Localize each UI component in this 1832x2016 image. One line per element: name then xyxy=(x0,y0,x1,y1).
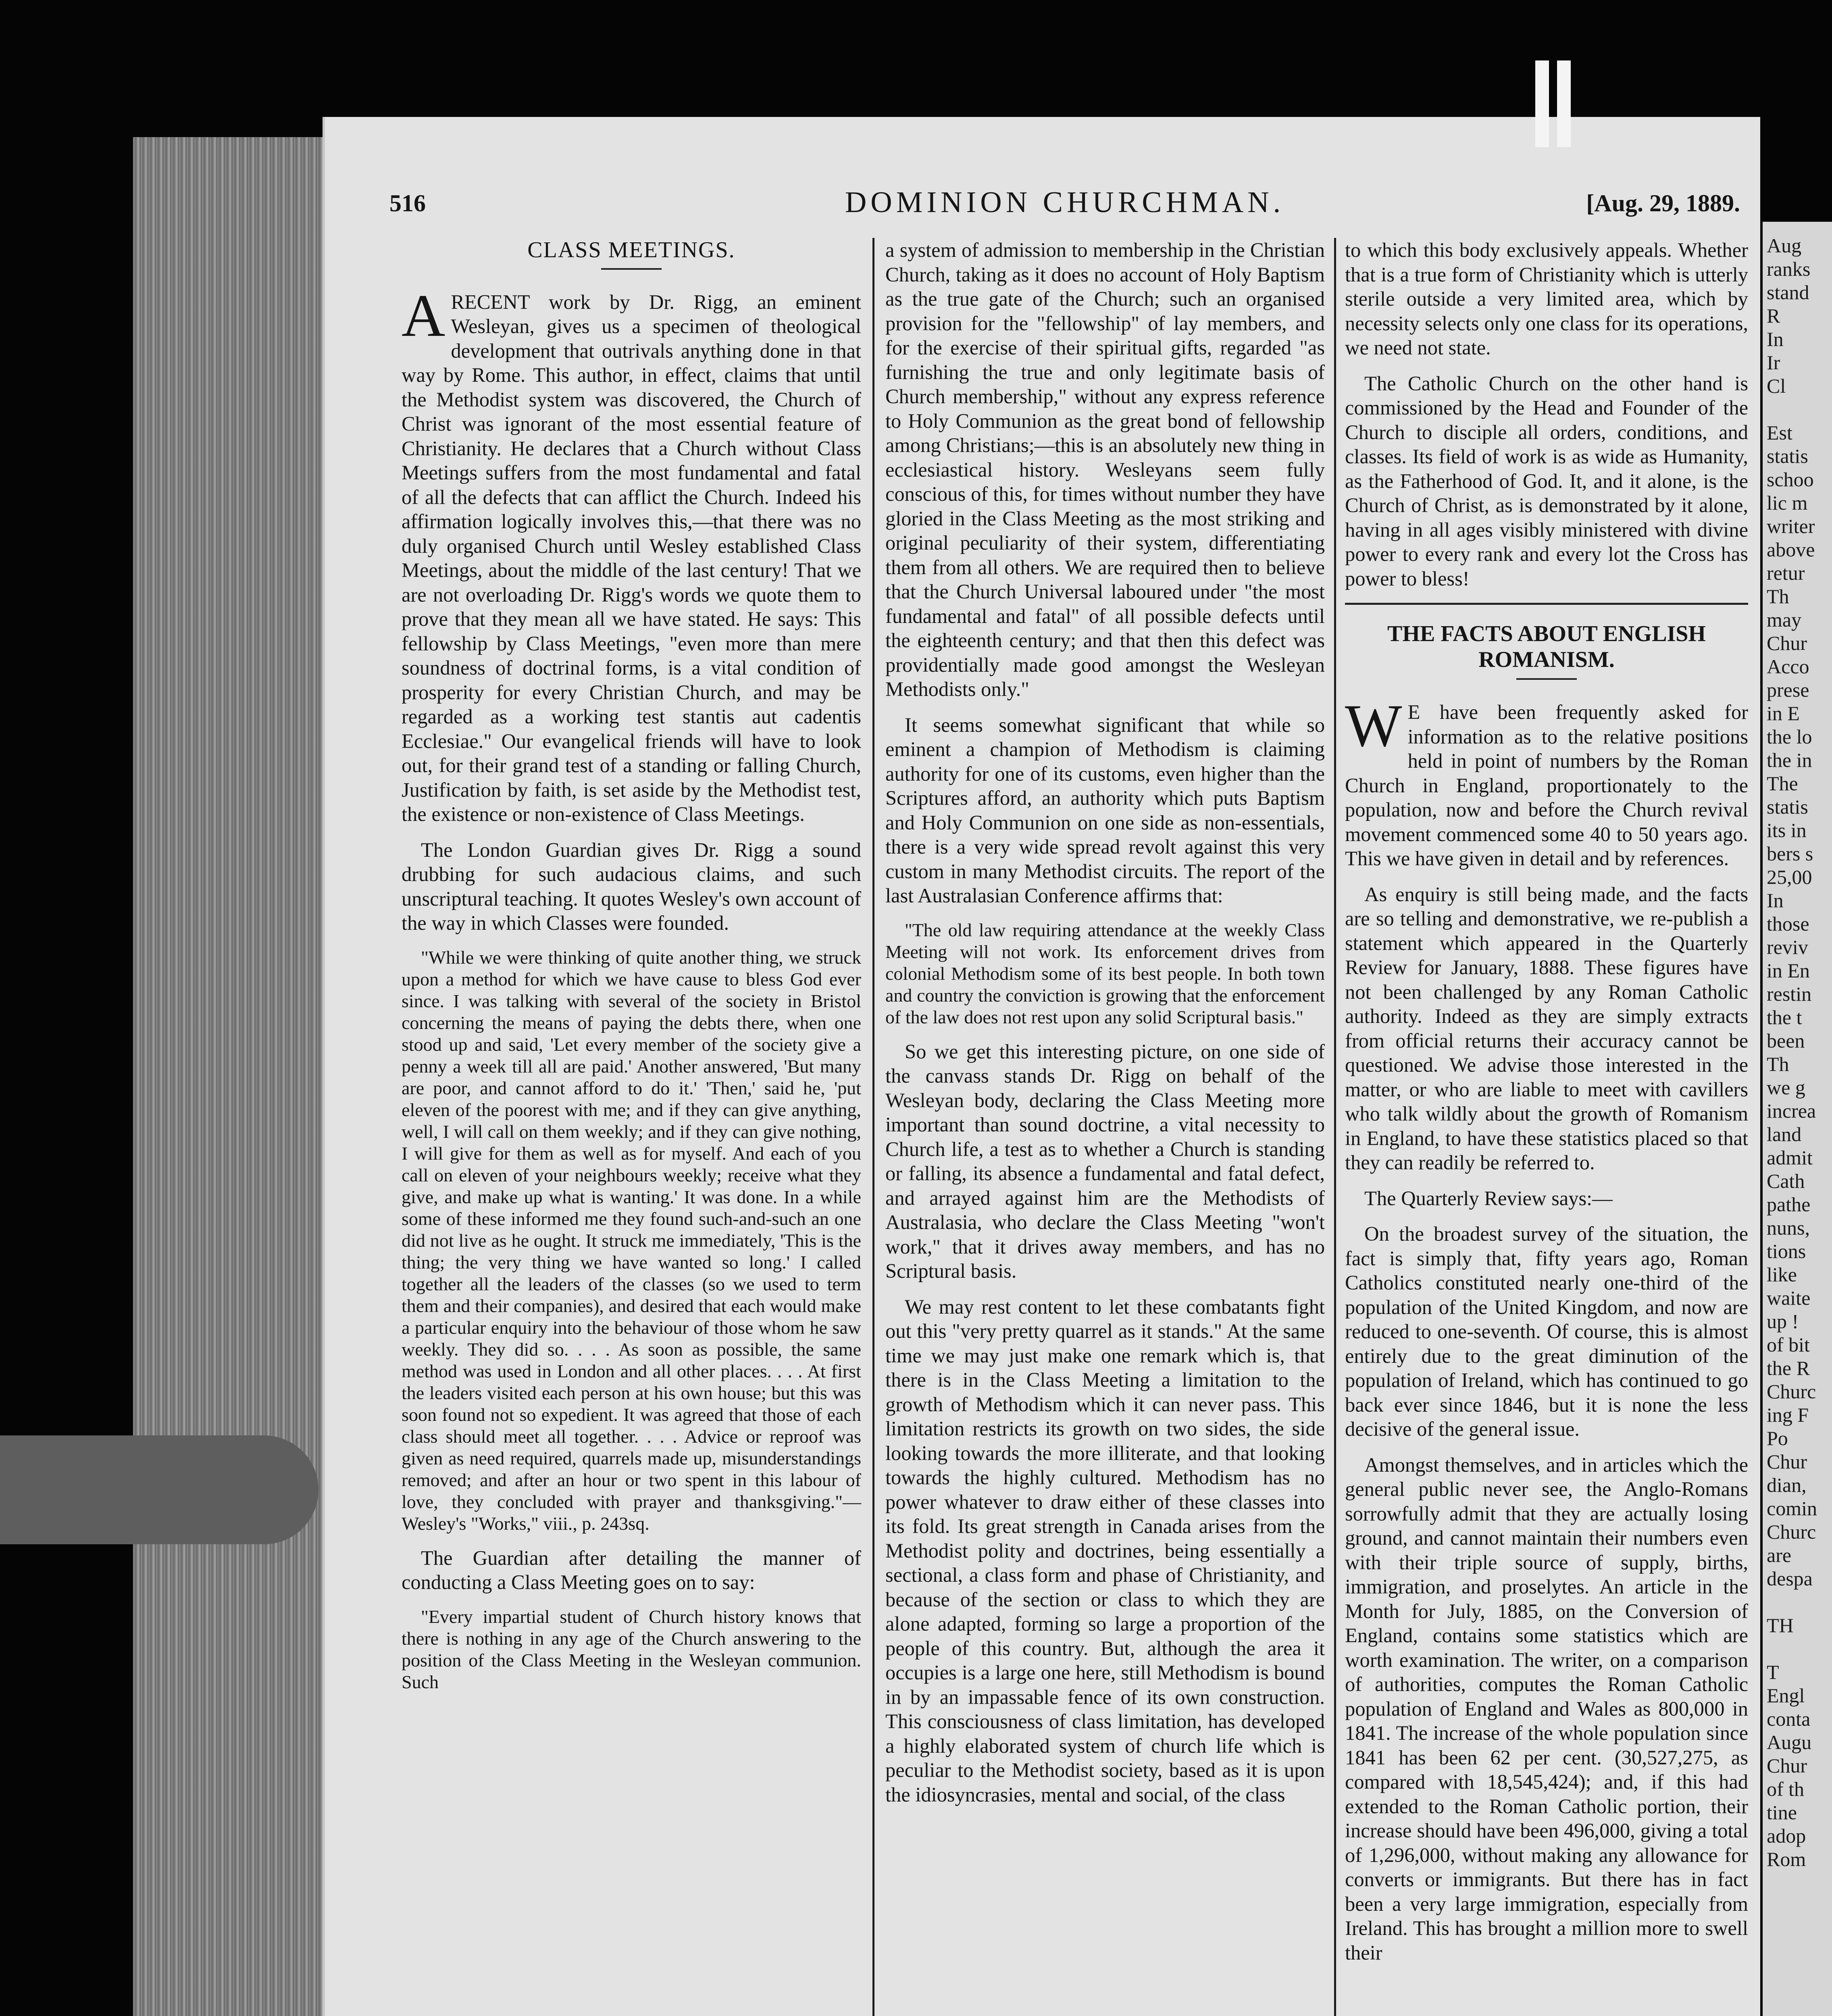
facing-page-fragment: Ir xyxy=(1767,351,1780,374)
title-rule xyxy=(1516,678,1577,680)
column-2 xyxy=(885,238,1325,1818)
article-paragraph: It seems somewhat significant that while so eminent a champion of Methodism is claiming authority for one of its customs, even higher than the Scriptures afford, an authority which puts Baptism and Holy Communion on one side as non-essentials, there is a very wide spread revolt against this very custom in many Methodist circuits. The report of the last Australasian Conference affirms that: xyxy=(885,713,1325,907)
facing-page-fragment: may xyxy=(1767,608,1802,631)
facing-page-fragment: Chur xyxy=(1767,1754,1807,1777)
article-paragraph xyxy=(402,282,861,827)
facing-page-fragment: Cath xyxy=(1767,1170,1805,1192)
facing-page-fragment: are xyxy=(1767,1544,1792,1566)
facing-page-fragment: the t xyxy=(1767,1006,1802,1029)
title-rule xyxy=(601,268,662,270)
column-rule xyxy=(1334,238,1336,2016)
article-paragraph: The Quarterly Review says:— xyxy=(1364,1187,1613,1210)
facing-page-fragment: tine xyxy=(1767,1801,1797,1824)
block-quote-continued: a system of admission to membership in the Christian Church, taking as it does no account of Holy Baptism as the true gate of the Church; such an organised provision for the "fellowship" of lay members, and for the exercise of their spiritual gifts, regarded "as furnishing the true and only legitimate basis of Church membership," without any express reference to Holy Communion as the great bond of fellowship among Christians;—this is an absolutely new thing in ecclesiastical history. Wesleyans seem fully conscious of this, for times without number they have gloried in the Class Meeting as the most striking and original peculiarity of their system, differentiating them from all others. We are required then to believe that the Church Universal laboured under "the most fundamental and fatal" of all possible defects until the eighteenth century; and that then this defect was providentially made good amongst the Wesleyan Methodists only." xyxy=(885,239,1325,700)
facing-page-fragment xyxy=(1763,398,1832,421)
facing-page-fragment: waite xyxy=(1767,1287,1811,1309)
facing-page-fragment: its in xyxy=(1767,819,1807,841)
page-header xyxy=(389,185,1740,226)
facing-page-fragment: above xyxy=(1767,538,1815,561)
facing-page-fragment: the R xyxy=(1767,1357,1810,1379)
facing-page-fragment: Rom xyxy=(1767,1848,1806,1870)
article-paragraph: Amongst themselves, and in articles which the general public never see, the Anglo-Romans sorrowfully admit that they are actually losing ground, and cannot maintain their numbers even with their triple source of supply, births, immigration, and proselytes. An article in the Month for July, 1885, on the Conversion of England, contains some statistics which are worth examination. The writer, on a comparison of authorities, computes the Roman Catholic population of England and Wales as 800,000 in 1841. The increase of the whole population since 1841 has been 62 per cent. (30,527,275, as compared with 18,545,424); and, if this had extended to the Roman Catholic portion, their increase should have been 496,000, giving a total of 1,296,000, without making any allowance for converts or immigrants. But there has in fact been a very large immigration, especially from Ireland. This has brought a million more to swell their xyxy=(1345,1453,1748,1964)
facing-page-fragment: tions xyxy=(1767,1240,1806,1262)
newspaper-page xyxy=(323,117,1760,2016)
column-3 xyxy=(1345,238,1748,1976)
facing-page-fragment: of bit xyxy=(1767,1333,1810,1356)
drop-cap: W xyxy=(1345,692,1402,759)
block-quote: "Every impartial student of Church history knows that there is nothing in any age of the Church answering to the position of the Class Meeting in the Wesleyan communion. Such xyxy=(402,1606,861,1692)
facing-page-fragment xyxy=(1763,1590,1832,1614)
column-rule xyxy=(872,238,874,2016)
article-paragraph: The Guardian after detailing the manner of conducting a Class Meeting goes on to say: xyxy=(402,1546,861,1593)
facing-page-fragment: in En xyxy=(1767,959,1810,982)
facing-page-fragment: retur xyxy=(1767,562,1805,584)
article-paragraph: On the broadest survey of the situation, the fact is simply that, fifty years ago, Roman Catholics constituted nearly one-third of the population of the United Kingdom, and now are reduced to one-seventh. Of course, this is almost entirely due to the great diminution of the population of Ireland, which has continued to go back ever since 1846, but it is none the less decisive of the general issue. xyxy=(1345,1223,1748,1440)
facing-page-fragment: the in xyxy=(1767,749,1812,771)
facing-page-fragment: R xyxy=(1767,304,1780,327)
facing-page-fragment: comin xyxy=(1767,1497,1817,1520)
facing-page-fragment: adop xyxy=(1767,1824,1806,1847)
facing-page-fragment: Cl xyxy=(1767,375,1786,397)
section-rule xyxy=(1345,603,1748,605)
facing-page-fragment: writer xyxy=(1767,515,1815,537)
block-quote: "The old law requiring attendance at the weekly Class Meeting will not work. Its enforcement drives from colonial Methodism some of its best people. In both town and country the conviction is growing that the enforcement of the law does not rest upon any solid Scriptural basis." xyxy=(885,919,1325,1027)
facing-page-fragment: In xyxy=(1767,328,1784,350)
facing-page-fragment: Chur xyxy=(1767,1450,1807,1473)
facing-page-fragment: Po xyxy=(1767,1427,1788,1450)
column-1 xyxy=(402,238,861,1704)
facing-page-fragment: in E xyxy=(1767,702,1800,725)
article-title-class-meetings: CLASS MEETINGS. xyxy=(527,237,735,262)
paragraph-text: RECENT work by Dr. Rigg, an eminent Wesleyan, gives us a specimen of theological development that outrivals anything done in that way by Rome. This author, in effect, claims that until the Methodist system was discovered, the Church of Christ was ignorant of the most essential feature of Christianity. He declares that a Church without Class Meetings suffers from the most fundamental and fatal of all the defects that can afflict the Church. Indeed his affirmation logically involves this,—that there was no duly organised Church until Wesley established Class Meetings, about the middle of the last century! That we are not overloading Dr. Rigg's words we quote them to prove that they mean all we have stated. He says: This fellowship by Class Meetings, "even more than mere soundness of doctrinal forms, is a vital condition of prosperity for every Christian Church, and may be regarded as a working test stantis aut cadentis Ecclesiae." Our evangelical friends will have to look out, for their grand test of a standing or falling Church, Justification by faith, is set aside by the Methodist test, the existence or non-existence of Class Meetings. xyxy=(402,290,861,825)
facing-page-fragment: T xyxy=(1767,1661,1779,1683)
facing-page-fragment: Churc xyxy=(1767,1380,1816,1403)
facing-page-fragment: Churc xyxy=(1767,1520,1816,1543)
article-paragraph-continued: to which this body exclusively appeals. Whether that is a true form of Christianity which is utterly sterile outside a very limited area, which by necessity selects only one class for its operations, we need not state. xyxy=(1345,239,1748,359)
facing-page-fragment: Engl xyxy=(1767,1684,1805,1707)
facing-page-fragment: prese xyxy=(1767,679,1809,701)
issue-date: [Aug. 29, 1889. xyxy=(1586,190,1740,217)
facing-page-fragment: up ! xyxy=(1767,1310,1799,1333)
facing-page-fragment: despa xyxy=(1767,1567,1813,1590)
facing-page-fragment: Acco xyxy=(1767,655,1809,678)
facing-page-fragment: been xyxy=(1767,1029,1805,1052)
facing-page-fragment: Th xyxy=(1767,585,1789,608)
thumb-shadow xyxy=(0,1435,319,1544)
facing-page-fragment: schoo xyxy=(1767,468,1814,491)
facing-page-fragment: Est xyxy=(1767,421,1792,444)
article-paragraph: The London Guardian gives Dr. Rigg a sound drubbing for such audacious claims, and such unscriptural teaching. It quotes Wesley's own account of the way in which Classes were founded. xyxy=(402,838,861,934)
facing-page-fragment: ranks xyxy=(1767,258,1811,280)
facing-page-fragment: lic m xyxy=(1767,492,1808,514)
facing-page-fragment: ing F xyxy=(1767,1404,1809,1426)
facing-page-fragment: restin xyxy=(1767,983,1812,1005)
facing-page-fragment: Th xyxy=(1767,1053,1789,1075)
facing-page-fragment: TH xyxy=(1767,1614,1794,1637)
facing-page-fragment xyxy=(1763,1637,1832,1660)
facing-page-fragment: bers s xyxy=(1767,842,1813,865)
facing-page-fragment: Chur xyxy=(1767,632,1807,654)
facing-page-fragment: reviv xyxy=(1767,936,1808,958)
facing-page-fragment: of th xyxy=(1767,1778,1805,1800)
article-paragraph: So we get this interesting picture, on one side of the canvass stands Dr. Rigg on behalf of the Wesleyan body, declaring the Class Meeting more important than sound doctrine, a vital necessity to Church life, a test as to whether a Church is standing or falling, its absence a fundamental and fatal defect, and arrayed against him are the Methodists of Australasia, who declare the Class Meeting "won't work," that it drives away members, and has no Scriptural basis. xyxy=(885,1040,1325,1282)
article-paragraph: The Catholic Church on the other hand is commissioned by the Head and Founder of the Church to disciple all orders, conditions, and classes. Its field of work is as wide as Humanity, as the Fatherhood of God. It, and it alone, is the Church of Christ, as is demonstrated by it alone, having in all ages visibly ministered with divine power to every rank and every lot the Cross has power to bless! xyxy=(1345,372,1748,590)
facing-page-fragment: dian, xyxy=(1767,1474,1807,1496)
facing-page-fragment: conta xyxy=(1767,1708,1811,1730)
facing-page-fragment: statis xyxy=(1767,445,1808,467)
paragraph-text: E have been frequently asked for information as to the relative positions held in point of numbers by the Roman Church in England, proportionately to the population, now and before the Church revival movement commenced some 40 to 50 years ago. This we have given in detail and by references. xyxy=(1345,701,1748,870)
drop-cap: A xyxy=(402,282,446,349)
article-title-english-romanism: THE FACTS ABOUT ENGLISH ROMANISM. xyxy=(1387,621,1706,672)
article-paragraph: As enquiry is still being made, and the facts are so telling and demonstrative, we re-publish a statement which appeared in the Quarterly Review for January, 1888. These figures have not been challenged by any Roman Catholic authority. Indeed as they are simply extracts from official returns their accuracy cannot be questioned. We advise those interested in the matter, or who are liable to meet with cavillers who talk wildly about the growth of Romanism in England, to have these statistics placed so that they can readily be referred to. xyxy=(1345,883,1748,1174)
facing-page-fragment: 25,00 xyxy=(1767,866,1812,888)
facing-page-fragment: pathe xyxy=(1767,1193,1811,1216)
article-paragraph: We may rest content to let these combatants fight out this "very pretty quarrel as it stands." At the same time we may just make one remark which is, that there is in the Class Meeting a limitation to the growth of Methodism which it can never pass. This limitation restricts its growth on two sides, the side looking towards the more illiterate, and that looking towards the highly cultured. Methodism has no power whatever to draw either of these classes into its fold. Its great strength in Canada arises from the Methodist polity and doctrines, being essentially a sectional, a class form and phase of Christianity, and because of the section or class to which they are alone adapted, forming so large a proportion of the people of this country. But, although the area it occupies is a large one here, still Methodism is bound in by an impassable fence of its own construction. This consciousness of class limitation, has developed a highly elaborated system of church life which is peculiar to the Methodist society, based as it is upon the idiosyncrasies, mental and social, of the class xyxy=(885,1295,1325,1806)
facing-page-fragment: admit xyxy=(1767,1146,1813,1169)
facing-page-fragment: those xyxy=(1767,912,1809,935)
facing-page-fragment: The xyxy=(1767,772,1798,795)
facing-page-fragment: land xyxy=(1767,1123,1802,1145)
facing-page-fragment: we g xyxy=(1767,1076,1805,1099)
facing-page-fragment: statis xyxy=(1767,796,1808,818)
facing-page-fragment: In xyxy=(1767,889,1784,912)
facing-page-fragment: Augu xyxy=(1767,1731,1812,1754)
block-quote: "While we were thinking of quite another thing, we struck upon a method for which we have cause to bless God ever since. I was talking with several of the society in Bristol concerning the means of paying the debts there, when one stood up and said, 'Let every member of the society give a penny a week till all are paid.' Another answered, 'But many are poor, and cannot afford to do it.' 'Then,' said he, 'put eleven of the poorest with me; and if they can give anything, well, I will call on them weekly; and if they can give nothing, I will give for them as well as for myself. And each of you call on eleven of your neighbours weekly; receive what they give, and make up what is wanting.' It was done. In a while some of these informed me they found such-and-such an one did not live as he ought. It struck me immediately, 'This is the thing; the very thing we have wanted so long.' I called together all the leaders of the classes (so we used to term them and their companies), and desired that each would make a particular enquiry into the behaviour of those whom he saw weekly. They did so. . . . As soon as possible, the same method was used in London and all other places. . . . At first the leaders visited each person at his own house; but this was soon found not so expedient. It was agreed that those of each class should meet all together. . . . Advice or reproof was given as need required, quarrels made up, misunderstandings removed; and after an hour or two spent in this labour of love, they concluded with prayer and thanksgiving."—Wesley's "Works," viii., p. 243sq. xyxy=(402,947,861,1534)
facing-page-fragment: like xyxy=(1767,1263,1797,1286)
facing-page-edge xyxy=(1763,222,1832,2016)
page-number: 516 xyxy=(389,190,426,217)
article-paragraph xyxy=(1345,692,1748,871)
facing-page-fragment: the lo xyxy=(1767,725,1812,748)
facing-page-fragment: nuns, xyxy=(1767,1216,1810,1239)
film-marker xyxy=(1557,60,1571,147)
film-marker xyxy=(1535,60,1549,147)
facing-page-fragment: increa xyxy=(1767,1100,1816,1122)
masthead: DOMINION CHURCHMAN. xyxy=(845,186,1285,219)
facing-page-fragment: Aug xyxy=(1767,234,1802,257)
facing-page-fragment: stand xyxy=(1767,281,1809,304)
